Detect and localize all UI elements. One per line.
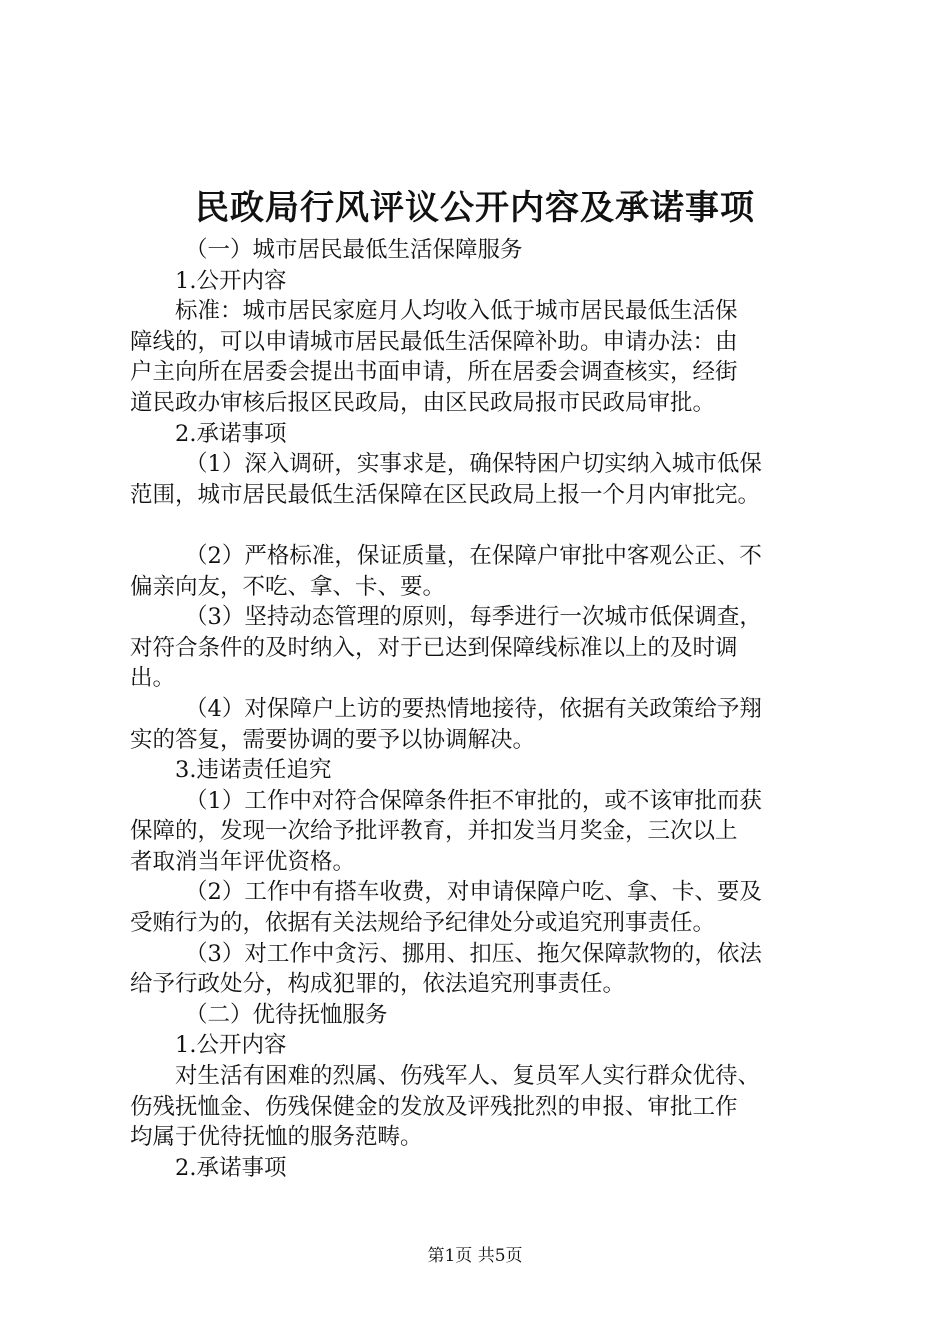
- paragraph-line: （二）优待抚恤服务: [185, 1001, 388, 1028]
- paragraph-line: 障线的，可以申请城市居民最低生活保障补助。申请办法：由: [130, 328, 738, 355]
- page-footer: 第1页 共5页: [427, 1246, 523, 1266]
- paragraph-line: 出。: [130, 665, 176, 692]
- paragraph-line: 范围，城市居民最低生活保障在区民政局上报一个月内审批完。: [130, 481, 761, 508]
- paragraph-line: （一）城市居民最低生活保障服务: [185, 237, 523, 263]
- paragraph-line: 标准：城市居民家庭月人均收入低于城市居民最低生活保: [175, 298, 738, 325]
- paragraph-line: （4）对保障户上访的要热情地接待，依据有关政策给予翔: [185, 695, 762, 722]
- page-title: 民政局行风评议公开内容及承诺事项: [195, 188, 755, 228]
- paragraph-line: （1）深入调研，实事求是，确保特困户切实纳入城市低保: [185, 451, 762, 478]
- paragraph-line: 者取消当年评优资格。: [130, 848, 356, 875]
- paragraph-line: 伤残抚恤金、伤残保健金的发放及评残批烈的申报、审批工作: [130, 1093, 738, 1120]
- paragraph-line: 道民政办审核后报区民政局，由区民政局报市民政局审批。: [130, 389, 716, 416]
- paragraph-line: 1.公开内容: [175, 1032, 287, 1059]
- paragraph-line: 保障的，发现一次给予批评教育，并扣发当月奖金，三次以上: [130, 818, 738, 845]
- paragraph-line: 户主向所在居委会提出书面申请，所在居委会调查核实，经街: [130, 359, 738, 386]
- paragraph-line: （1）工作中对符合保障条件拒不审批的，或不该审批而获: [185, 787, 762, 814]
- paragraph-line: [130, 510, 845, 541]
- paragraph-line: （3）坚持动态管理的原则，每季进行一次城市低保调查，: [185, 604, 762, 631]
- paragraph-line: （2）严格标准，保证质量，在保障户审批中客观公正、不: [185, 542, 762, 569]
- paragraph-line: 3.违诺责任追究: [175, 757, 332, 784]
- paragraph-line: 受贿行为的，依据有关法规给予纪律处分或追究刑事责任。: [130, 910, 716, 937]
- paragraph-line: 2.承诺事项: [175, 1154, 287, 1181]
- paragraph-line: 均属于优待抚恤的服务范畴。: [130, 1124, 423, 1151]
- paragraph-line: （3）对工作中贪污、挪用、扣压、拖欠保障款物的，依法: [185, 940, 762, 967]
- paragraph-line: 实的答复，需要协调的要予以协调解决。: [130, 726, 536, 753]
- paragraph-line: 给予行政处分，构成犯罪的，依法追究刑事责任。: [130, 971, 626, 998]
- document-body: [130, 235, 845, 1183]
- paragraph-line: 对符合条件的及时纳入，对于已达到保障线标准以上的及时调: [130, 634, 738, 661]
- paragraph-line: 偏亲向友，不吃、拿、卡、要。: [130, 573, 446, 600]
- paragraph-line: （2）工作中有搭车收费，对申请保障户吃、拿、卡、要及: [185, 879, 762, 906]
- paragraph-line: 2.承诺事项: [175, 420, 287, 447]
- paragraph-line: 1.公开内容: [175, 267, 287, 294]
- paragraph-line: 对生活有困难的烈属、伤残军人、复员军人实行群众优待、: [175, 1063, 761, 1090]
